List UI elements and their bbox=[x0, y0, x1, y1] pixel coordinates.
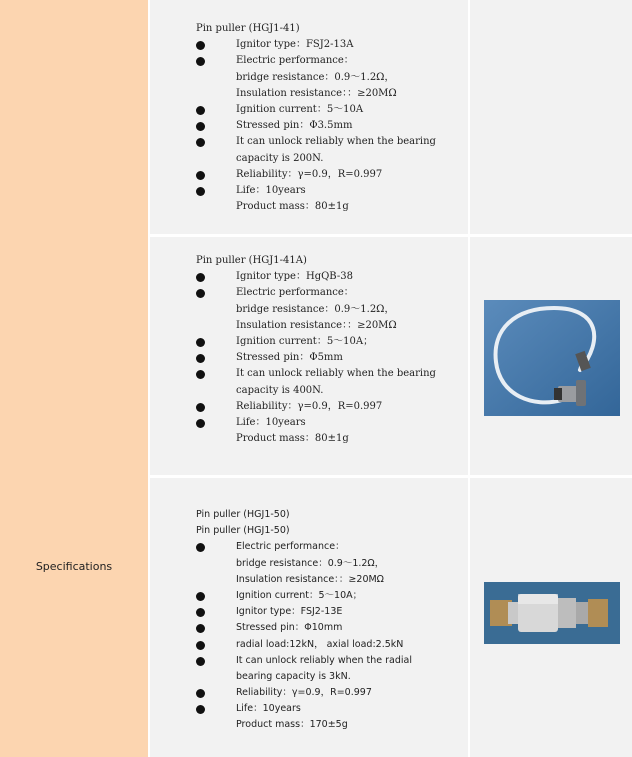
spec-text: bearing capacity is 3kN. bbox=[236, 670, 351, 682]
spec-line bbox=[196, 302, 436, 318]
bullet-icon bbox=[196, 641, 205, 650]
spec-text: Stressed pin：Φ3.5mm bbox=[236, 120, 353, 132]
bullet-icon bbox=[196, 592, 205, 601]
spec-line bbox=[196, 717, 412, 733]
spec-text: Electric performance： bbox=[236, 287, 354, 299]
spec-line bbox=[196, 539, 412, 555]
spec-line bbox=[196, 556, 412, 572]
product-title: Pin puller (HGJ1-50) bbox=[196, 509, 290, 520]
bullet-icon bbox=[196, 608, 205, 617]
spec-text: Insulation resistance：：≥20MΩ bbox=[236, 319, 397, 331]
product-photo-metal-puller bbox=[484, 582, 620, 644]
bullet-icon bbox=[196, 338, 205, 347]
spec-cell bbox=[150, 237, 468, 475]
bullet-icon bbox=[196, 122, 205, 131]
spec-line bbox=[196, 199, 436, 215]
label-column bbox=[0, 0, 148, 757]
bullet-icon bbox=[196, 57, 205, 66]
spec-text: bridge resistance：0.9～1.2Ω， bbox=[236, 557, 385, 569]
bullet-icon bbox=[196, 106, 205, 115]
spec-line bbox=[196, 285, 436, 301]
spec-line bbox=[196, 588, 412, 604]
spec-line bbox=[196, 167, 436, 183]
spec-line bbox=[196, 637, 412, 653]
spec-text: Life：10years bbox=[236, 703, 301, 715]
image-cell bbox=[470, 0, 632, 234]
product-row-hgj1-41a bbox=[150, 237, 632, 475]
spec-text: capacity is 200N. bbox=[236, 152, 324, 164]
spec-text: It can unlock reliably when the bearing bbox=[236, 368, 436, 380]
spec-line bbox=[196, 350, 436, 366]
spec-line bbox=[196, 701, 412, 717]
spec-text: Reliability：γ=0.9，R=0.997 bbox=[236, 168, 383, 180]
product-title-repeat: Pin puller (HGJ1-50) bbox=[196, 525, 290, 537]
spec-text: Product mass：80±1g bbox=[236, 201, 349, 213]
spec-line bbox=[196, 70, 436, 86]
spec-line bbox=[196, 399, 436, 415]
spec-list bbox=[196, 253, 436, 447]
spec-line bbox=[196, 415, 436, 431]
spec-cell bbox=[150, 478, 468, 757]
spec-line bbox=[196, 318, 436, 334]
spec-line bbox=[196, 183, 436, 199]
bullet-icon bbox=[196, 187, 205, 196]
spec-text: Ignitor type：HgQB-38 bbox=[236, 271, 353, 283]
spec-list bbox=[196, 21, 436, 215]
bullet-icon bbox=[196, 370, 205, 379]
bullet-icon bbox=[196, 657, 205, 666]
spec-line bbox=[196, 572, 412, 588]
product-title: Pin puller (HGJ1-41A) bbox=[196, 255, 307, 266]
spec-line bbox=[196, 334, 436, 350]
spec-line bbox=[196, 86, 436, 102]
spec-line bbox=[196, 366, 436, 382]
spec-cell bbox=[150, 0, 468, 234]
spec-line bbox=[196, 269, 436, 285]
bullet-icon bbox=[196, 289, 205, 298]
bullet-icon bbox=[196, 689, 205, 698]
spec-text: Life：10years bbox=[236, 416, 306, 428]
product-title: Pin puller (HGJ1-41) bbox=[196, 23, 300, 34]
spec-text: Ignition current：5～10A； bbox=[236, 589, 363, 601]
spec-text: Stressed pin：Φ10mm bbox=[236, 622, 343, 634]
spec-text: Reliability：γ=0.9，R=0.997 bbox=[236, 400, 383, 412]
spec-line bbox=[196, 653, 412, 669]
spec-line bbox=[196, 37, 436, 53]
image-cell bbox=[470, 478, 632, 757]
product-photo-cable-puller bbox=[484, 300, 620, 416]
spec-text: Life：10years bbox=[236, 184, 306, 196]
bullet-icon bbox=[196, 543, 205, 552]
spec-line bbox=[196, 118, 436, 134]
spec-line bbox=[196, 102, 436, 118]
spec-text: It can unlock reliably when the radial bbox=[236, 654, 412, 666]
product-row-hgj1-50 bbox=[150, 478, 632, 757]
spec-line bbox=[196, 53, 436, 69]
spec-text: bridge resistance：0.9～1.2Ω， bbox=[236, 303, 395, 315]
spec-text: Electric performance： bbox=[236, 541, 345, 553]
spec-line bbox=[196, 151, 436, 167]
spec-text: Insulation resistance：：≥20MΩ bbox=[236, 573, 384, 585]
bullet-icon bbox=[196, 403, 205, 412]
product-row-hgj1-41 bbox=[150, 0, 632, 234]
bullet-icon bbox=[196, 41, 205, 50]
spec-line bbox=[196, 383, 436, 399]
bullet-icon bbox=[196, 273, 205, 282]
spec-line bbox=[196, 431, 436, 447]
bullet-icon bbox=[196, 705, 205, 714]
bullet-icon bbox=[196, 354, 205, 363]
spec-text: Stressed pin：Φ5mm bbox=[236, 352, 343, 364]
spec-text: capacity is 400N. bbox=[236, 384, 324, 396]
bullet-icon bbox=[196, 419, 205, 428]
spec-line bbox=[196, 669, 412, 685]
spec-text: Product mass：170±5g bbox=[236, 719, 348, 731]
spec-list bbox=[196, 507, 412, 734]
bullet-icon bbox=[196, 624, 205, 633]
spec-line bbox=[196, 685, 412, 701]
bullet-icon bbox=[196, 138, 205, 147]
spec-text: Product mass：80±1g bbox=[236, 433, 349, 445]
spec-line bbox=[196, 604, 412, 620]
spec-text: radial load:12kN， axial load:2.5kN bbox=[236, 638, 404, 650]
spec-text: It can unlock reliably when the bearing bbox=[236, 136, 436, 148]
spec-text: Reliability：γ=0.9，R=0.997 bbox=[236, 687, 372, 699]
spec-text: Electric performance： bbox=[236, 55, 354, 67]
bullet-icon bbox=[196, 171, 205, 180]
specifications-label: Specifications bbox=[35, 560, 113, 573]
spec-line bbox=[196, 620, 412, 636]
spec-text: Ignitor type：FSJ2-13E bbox=[236, 606, 343, 618]
spec-text: Ignitor type：FSJ2-13A bbox=[236, 39, 354, 51]
spec-line bbox=[196, 134, 436, 150]
spec-text: Ignition current：5～10A bbox=[236, 103, 364, 115]
spec-text: Ignition current：5～10A； bbox=[236, 335, 374, 347]
spec-text: bridge resistance：0.9～1.2Ω， bbox=[236, 71, 395, 83]
image-cell bbox=[470, 237, 632, 475]
spec-text: Insulation resistance：：≥20MΩ bbox=[236, 87, 397, 99]
